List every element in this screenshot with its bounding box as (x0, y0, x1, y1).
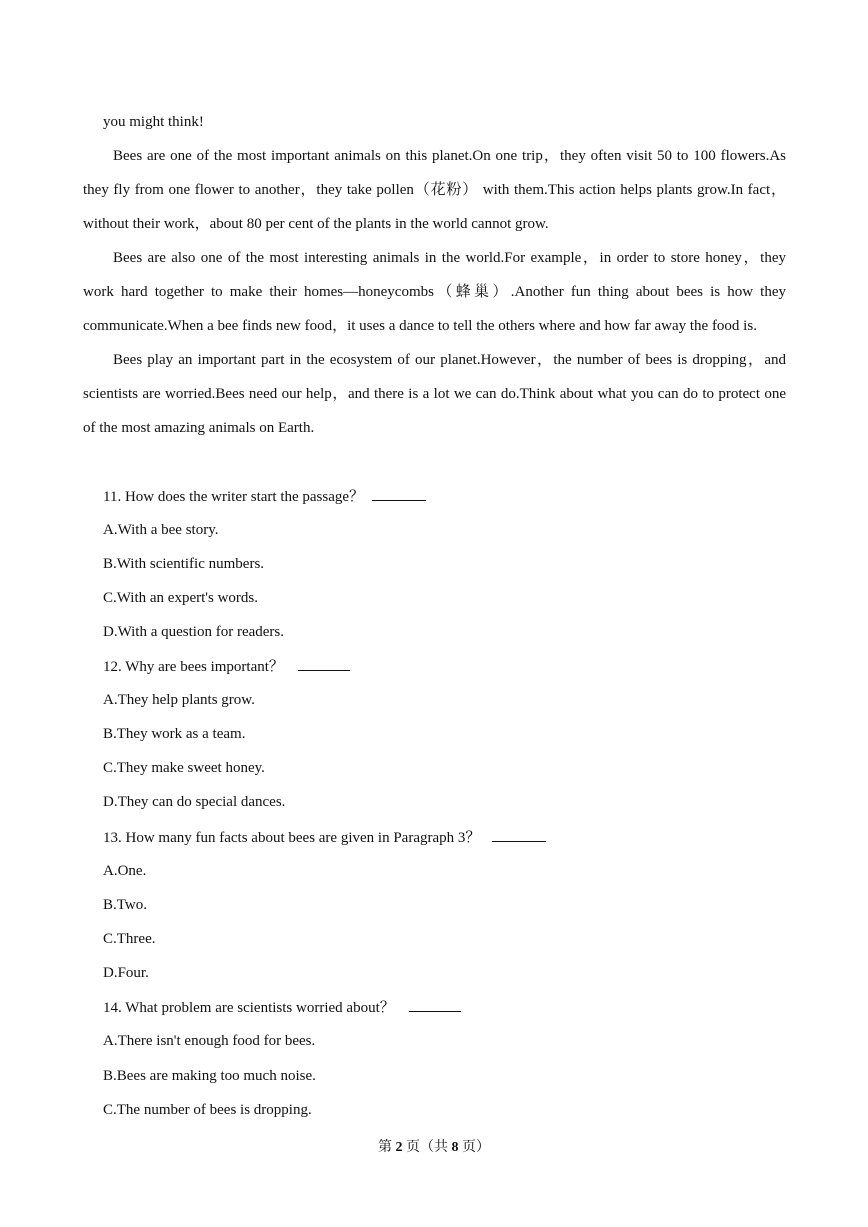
question-13-answer-blank[interactable] (492, 827, 546, 842)
paragraph-3-line-2: work hard together to make their homes—honeycombs（蜂巢）.Another fun thing about bees is how they (83, 284, 786, 300)
question-13-stem: 13. How many fun facts about bees are given in Paragraph 3？ (103, 830, 481, 846)
question-14-option-a: A.There isn't enough food for bees. (103, 1033, 316, 1049)
question-13-option-a: A.One. (103, 863, 147, 879)
question-14-option-b: B.Bees are making too much noise. (103, 1068, 316, 1084)
question-12-option-a: A.They help plants grow. (103, 692, 255, 708)
question-11 (103, 486, 426, 507)
paragraph-3-line-3: communicate.When a bee finds new food，it uses a dance to tell the others where and how far away the food is. (83, 318, 757, 334)
question-13-option-b: B.Two. (103, 897, 147, 913)
passage-intro-end: you might think! (103, 114, 204, 130)
question-12-option-b: B.They work as a team. (103, 726, 246, 742)
question-12-option-c: C.They make sweet honey. (103, 760, 265, 776)
question-11-stem: 11. How does the writer start the passage？ (103, 489, 365, 505)
paragraph-4-line-3: of the most amazing animals on Earth. (83, 420, 315, 436)
question-11-option-b: B.With scientific numbers. (103, 556, 265, 572)
paragraph-2-line-1: Bees are one of the most important animals on this planet.On one trip，they often visit 50 to 100 flowers.As (113, 148, 786, 164)
question-11-answer-blank[interactable] (372, 486, 426, 501)
paragraph-2-line-3: without their work，about 80 per cent of the plants in the world cannot grow. (83, 216, 549, 232)
question-11-option-a: A.With a bee story. (103, 522, 219, 538)
question-12-answer-blank[interactable] (298, 656, 350, 671)
page-footer (0, 1138, 868, 1158)
paragraph-3-line-1: Bees are also one of the most interesting animals in the world.For example，in order to store honey，they (113, 250, 786, 266)
question-12-stem: 12. Why are bees important？ (103, 659, 284, 675)
paragraph-4-line-2: scientists are worried.Bees need our help，and there is a lot we can do.Think about what you can do to protect one (83, 386, 786, 402)
question-14-stem: 14. What problem are scientists worried about？ (103, 1000, 395, 1016)
question-12 (103, 656, 350, 677)
question-11-option-c: C.With an expert's words. (103, 590, 258, 606)
paragraph-4-line-1: Bees play an important part in the ecosystem of our planet.However，the number of bees is dropping，and (113, 352, 786, 368)
footer-total-pages: 8 (451, 1140, 459, 1155)
question-11-option-d: D.With a question for readers. (103, 624, 285, 640)
question-13-option-c: C.Three. (103, 931, 156, 947)
footer-suffix: 页） (458, 1140, 490, 1155)
question-14-answer-blank[interactable] (409, 997, 461, 1012)
question-13-option-d: D.Four. (103, 965, 149, 981)
footer-page-number: 2 (395, 1140, 403, 1155)
question-13 (103, 827, 546, 848)
question-14-option-c: C.The number of bees is dropping. (103, 1102, 312, 1118)
footer-middle: 页（共 (402, 1140, 452, 1155)
question-12-option-d: D.They can do special dances. (103, 794, 286, 810)
question-14 (103, 997, 461, 1018)
footer-prefix: 第 (378, 1140, 396, 1155)
paragraph-2-line-2: they fly from one flower to another，they take pollen（花粉） with them.This action helps plants grow.In fact， (83, 182, 786, 198)
